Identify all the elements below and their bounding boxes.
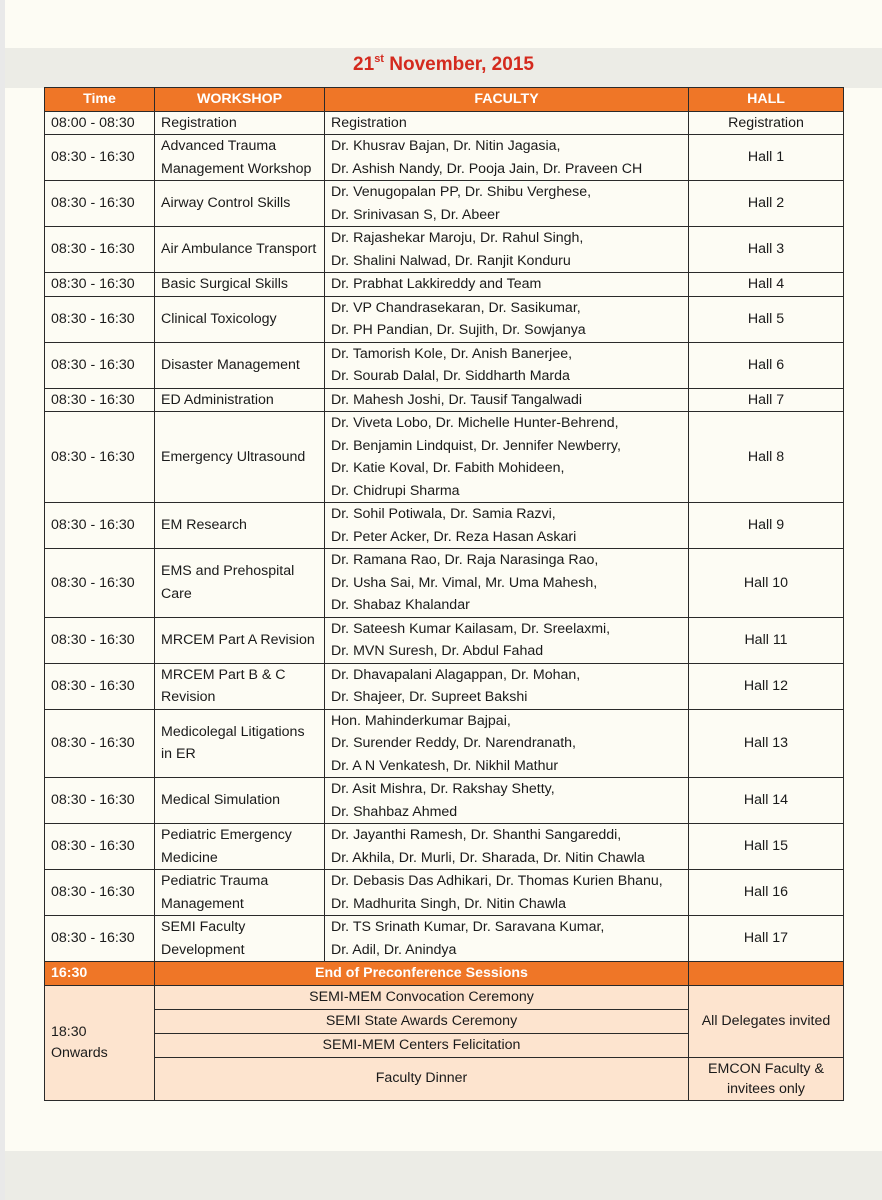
schedule-row bbox=[45, 549, 844, 618]
schedule-table bbox=[44, 87, 844, 1101]
workshop-line: Basic Surgical Skills bbox=[161, 276, 288, 292]
workshop-line: in ER bbox=[161, 746, 196, 763]
faculty-line: Dr. Sohil Potiwala, Dr. Samia Razvi, bbox=[331, 506, 556, 522]
evening-hall-dinner bbox=[689, 1057, 844, 1100]
row-workshop bbox=[155, 227, 325, 273]
dinner-hall-line2: invitees only bbox=[726, 1080, 806, 1097]
faculty-line: Dr. Venugopalan PP, Dr. Shibu Verghese, bbox=[331, 184, 592, 200]
row-hall: Hall 13 bbox=[689, 709, 844, 778]
row-workshop bbox=[155, 824, 325, 870]
row-faculty bbox=[325, 388, 689, 412]
row-workshop bbox=[155, 617, 325, 663]
workshop-line: Medicine bbox=[161, 849, 218, 866]
evening-time-line2: Onwards bbox=[51, 1044, 108, 1061]
row-time: 08:00 - 08:30 bbox=[45, 111, 155, 135]
header-workshop: WORKSHOP bbox=[155, 88, 325, 112]
row-time: 08:30 - 16:30 bbox=[45, 273, 155, 297]
faculty-line: Dr. Jayanthi Ramesh, Dr. Shanthi Sangareddi, bbox=[331, 827, 622, 843]
page-title bbox=[5, 54, 882, 76]
workshop-line: Emergency Ultrasound bbox=[161, 448, 306, 465]
faculty-line: Dr. Shajeer, Dr. Supreet Bakshi bbox=[331, 689, 528, 705]
event-dinner: Faculty Dinner bbox=[155, 1057, 689, 1100]
row-hall: Hall 5 bbox=[689, 296, 844, 342]
faculty-line: Hon. Mahinderkumar Bajpai, bbox=[331, 712, 511, 729]
dinner-hall-line1: EMCON Faculty & bbox=[708, 1060, 824, 1077]
row-faculty bbox=[325, 296, 689, 342]
row-time: 08:30 - 16:30 bbox=[45, 342, 155, 388]
workshop-line: SEMI Faculty bbox=[161, 919, 246, 935]
schedule-row bbox=[45, 617, 844, 663]
row-faculty bbox=[325, 663, 689, 709]
row-hall: Hall 4 bbox=[689, 273, 844, 297]
row-faculty bbox=[325, 549, 689, 618]
row-workshop bbox=[155, 181, 325, 227]
faculty-line: Dr. Shahbaz Ahmed bbox=[331, 803, 458, 820]
row-faculty bbox=[325, 824, 689, 870]
evening-row bbox=[45, 985, 844, 1009]
workshop-line: MRCEM Part A Revision bbox=[161, 631, 315, 648]
row-time: 08:30 - 16:30 bbox=[45, 916, 155, 962]
schedule-row bbox=[45, 135, 844, 181]
workshop-line: Air Ambulance Transport bbox=[161, 241, 317, 258]
header-time: Time bbox=[45, 88, 155, 112]
workshop-line: Registration bbox=[161, 114, 237, 131]
row-faculty bbox=[325, 273, 689, 297]
row-workshop bbox=[155, 870, 325, 916]
header-faculty: FACULTY bbox=[325, 88, 689, 112]
workshop-line: Advanced Trauma bbox=[161, 138, 277, 154]
evening-time-line1: 18:30 bbox=[51, 1023, 87, 1040]
row-faculty bbox=[325, 412, 689, 503]
row-time: 08:30 - 16:30 bbox=[45, 870, 155, 916]
schedule-row bbox=[45, 111, 844, 135]
row-time: 08:30 - 16:30 bbox=[45, 549, 155, 618]
faculty-line: Dr. Prabhat Lakkireddy and Team bbox=[331, 276, 542, 292]
row-hall: Hall 10 bbox=[689, 549, 844, 618]
faculty-line: Dr. PH Pandian, Dr. Sujith, Dr. Sowjanya bbox=[331, 322, 586, 338]
row-time: 08:30 - 16:30 bbox=[45, 617, 155, 663]
workshop-line: Management bbox=[161, 895, 244, 912]
row-faculty bbox=[325, 617, 689, 663]
workshop-line: ED Administration bbox=[161, 391, 274, 408]
faculty-line: Dr. Mahesh Joshi, Dr. Tausif Tangalwadi bbox=[331, 391, 583, 408]
row-workshop bbox=[155, 111, 325, 135]
row-hall: Hall 14 bbox=[689, 778, 844, 824]
workshop-line: Revision bbox=[161, 689, 216, 705]
header-hall: HALL bbox=[689, 88, 844, 112]
schedule-row bbox=[45, 412, 844, 503]
row-time: 08:30 - 16:30 bbox=[45, 388, 155, 412]
row-hall: Hall 12 bbox=[689, 663, 844, 709]
row-time: 08:30 - 16:30 bbox=[45, 503, 155, 549]
row-hall: Hall 8 bbox=[689, 412, 844, 503]
faculty-line: Dr. Benjamin Lindquist, Dr. Jennifer Newberry, bbox=[331, 437, 621, 454]
schedule-row bbox=[45, 778, 844, 824]
row-time: 08:30 - 16:30 bbox=[45, 227, 155, 273]
faculty-line: Dr. Shabaz Khalandar bbox=[331, 597, 470, 613]
row-faculty bbox=[325, 916, 689, 962]
event-awards: SEMI State Awards Ceremony bbox=[155, 1009, 689, 1033]
faculty-line: Dr. Ashish Nandy, Dr. Pooja Jain, Dr. Praveen CH bbox=[331, 160, 643, 177]
row-faculty bbox=[325, 503, 689, 549]
header-row bbox=[45, 88, 844, 112]
row-hall: Hall 17 bbox=[689, 916, 844, 962]
faculty-line: Dr. Sateesh Kumar Kailasam, Dr. Sreelaxmi, bbox=[331, 620, 611, 637]
workshop-line: EMS and Prehospital bbox=[161, 563, 295, 580]
title-month-year: November, 2015 bbox=[383, 54, 534, 75]
faculty-line: Dr. Rajashekar Maroju, Dr. Rahul Singh, bbox=[331, 230, 584, 246]
faculty-line: Dr. Shalini Nalwad, Dr. Ranjit Konduru bbox=[331, 252, 571, 269]
row-faculty bbox=[325, 135, 689, 181]
faculty-line: Dr. Usha Sai, Mr. Vimal, Mr. Uma Mahesh, bbox=[331, 574, 598, 591]
schedule-row bbox=[45, 870, 844, 916]
row-workshop bbox=[155, 549, 325, 618]
schedule-row bbox=[45, 296, 844, 342]
row-time: 08:30 - 16:30 bbox=[45, 296, 155, 342]
evening-time bbox=[45, 985, 155, 1100]
faculty-line: Dr. Katie Koval, Dr. Fabith Mohideen, bbox=[331, 460, 565, 476]
row-time: 08:30 - 16:30 bbox=[45, 181, 155, 227]
faculty-line: Dr. Viveta Lobo, Dr. Michelle Hunter-Behrend, bbox=[331, 415, 619, 431]
faculty-line: Dr. Debasis Das Adhikari, Dr. Thomas Kurien Bhanu, bbox=[331, 873, 663, 889]
faculty-line: Dr. Peter Acker, Dr. Reza Hasan Askari bbox=[331, 528, 577, 545]
row-hall: Hall 16 bbox=[689, 870, 844, 916]
faculty-line: Dr. VP Chandrasekaran, Dr. Sasikumar, bbox=[331, 299, 581, 316]
row-time: 08:30 - 16:30 bbox=[45, 135, 155, 181]
faculty-line: Registration bbox=[331, 114, 407, 131]
top-margin bbox=[5, 0, 882, 48]
faculty-line: Dr. A N Venkatesh, Dr. Nikhil Mathur bbox=[331, 757, 559, 774]
faculty-line: Dr. Chidrupi Sharma bbox=[331, 482, 460, 499]
row-faculty bbox=[325, 227, 689, 273]
faculty-line: Dr. Asit Mishra, Dr. Rakshay Shetty, bbox=[331, 781, 555, 797]
row-workshop bbox=[155, 412, 325, 503]
faculty-line: Dr. Srinivasan S, Dr. Abeer bbox=[331, 206, 500, 223]
faculty-line: Dr. MVN Suresh, Dr. Abdul Fahad bbox=[331, 643, 544, 659]
faculty-line: Dr. Tamorish Kole, Dr. Anish Banerjee, bbox=[331, 345, 573, 362]
faculty-line: Dr. Sourab Dalal, Dr. Siddharth Marda bbox=[331, 368, 570, 384]
faculty-line: Dr. Madhurita Singh, Dr. Nitin Chawla bbox=[331, 895, 566, 912]
row-faculty bbox=[325, 342, 689, 388]
row-workshop bbox=[155, 778, 325, 824]
row-workshop bbox=[155, 916, 325, 962]
end-label: End of Preconference Sessions bbox=[155, 962, 689, 986]
workshop-line: Medical Simulation bbox=[161, 792, 281, 809]
schedule-row bbox=[45, 503, 844, 549]
workshop-line: Medicolegal Litigations bbox=[161, 723, 305, 740]
row-hall: Hall 1 bbox=[689, 135, 844, 181]
schedule-body bbox=[45, 111, 844, 962]
evening-row bbox=[45, 1057, 844, 1100]
schedule-row bbox=[45, 663, 844, 709]
row-workshop bbox=[155, 503, 325, 549]
row-time: 08:30 - 16:30 bbox=[45, 412, 155, 503]
faculty-line: Dr. Ramana Rao, Dr. Raja Narasinga Rao, bbox=[331, 552, 599, 568]
row-time: 08:30 - 16:30 bbox=[45, 824, 155, 870]
event-convocation: SEMI-MEM Convocation Ceremony bbox=[155, 985, 689, 1009]
row-workshop bbox=[155, 342, 325, 388]
faculty-line: Dr. Khusrav Bajan, Dr. Nitin Jagasia, bbox=[331, 138, 561, 154]
schedule-row bbox=[45, 916, 844, 962]
faculty-line: Dr. Adil, Dr. Anindya bbox=[331, 941, 457, 958]
faculty-line: Dr. TS Srinath Kumar, Dr. Saravana Kumar, bbox=[331, 919, 605, 935]
faculty-line: Dr. Surender Reddy, Dr. Narendranath, bbox=[331, 735, 576, 751]
title-day: 21 bbox=[353, 54, 375, 75]
row-workshop bbox=[155, 663, 325, 709]
schedule-row bbox=[45, 709, 844, 778]
row-hall: Registration bbox=[689, 111, 844, 135]
workshop-line: Pediatric Trauma bbox=[161, 873, 269, 889]
workshop-line: Management Workshop bbox=[161, 160, 312, 177]
row-time: 08:30 - 16:30 bbox=[45, 778, 155, 824]
row-hall: Hall 3 bbox=[689, 227, 844, 273]
row-hall: Hall 7 bbox=[689, 388, 844, 412]
end-hall bbox=[689, 962, 844, 986]
schedule-row bbox=[45, 181, 844, 227]
schedule-row bbox=[45, 824, 844, 870]
row-faculty bbox=[325, 870, 689, 916]
workshop-line: Airway Control Skills bbox=[161, 195, 291, 212]
end-sessions-row bbox=[45, 962, 844, 986]
row-hall: Hall 11 bbox=[689, 617, 844, 663]
end-time: 16:30 bbox=[45, 962, 155, 986]
workshop-line: Pediatric Emergency bbox=[161, 827, 292, 843]
workshop-line: Development bbox=[161, 941, 245, 958]
closing-section bbox=[45, 962, 844, 1101]
row-hall: Hall 2 bbox=[689, 181, 844, 227]
row-faculty bbox=[325, 111, 689, 135]
schedule-row bbox=[45, 342, 844, 388]
row-time: 08:30 - 16:30 bbox=[45, 709, 155, 778]
schedule-row bbox=[45, 273, 844, 297]
workshop-line: EM Research bbox=[161, 517, 247, 534]
schedule-row bbox=[45, 227, 844, 273]
row-faculty bbox=[325, 181, 689, 227]
workshop-line: Disaster Management bbox=[161, 356, 300, 373]
faculty-line: Dr. Dhavapalani Alagappan, Dr. Mohan, bbox=[331, 666, 581, 683]
row-workshop bbox=[155, 135, 325, 181]
row-workshop bbox=[155, 296, 325, 342]
workshop-line: Care bbox=[161, 585, 192, 602]
row-faculty bbox=[325, 778, 689, 824]
row-hall: Hall 15 bbox=[689, 824, 844, 870]
bottom-band bbox=[5, 1151, 882, 1200]
row-faculty bbox=[325, 709, 689, 778]
row-workshop bbox=[155, 709, 325, 778]
title-day-suffix: st bbox=[374, 53, 384, 65]
row-hall: Hall 6 bbox=[689, 342, 844, 388]
row-workshop bbox=[155, 388, 325, 412]
row-hall: Hall 9 bbox=[689, 503, 844, 549]
event-felicitation: SEMI-MEM Centers Felicitation bbox=[155, 1033, 689, 1057]
workshop-line: MRCEM Part B & C bbox=[161, 666, 286, 683]
faculty-line: Dr. Akhila, Dr. Murli, Dr. Sharada, Dr. Nitin Chawla bbox=[331, 849, 645, 866]
evening-hall-all: All Delegates invited bbox=[689, 985, 844, 1057]
schedule-row bbox=[45, 388, 844, 412]
workshop-line: Clinical Toxicology bbox=[161, 310, 277, 327]
row-time: 08:30 - 16:30 bbox=[45, 663, 155, 709]
row-workshop bbox=[155, 273, 325, 297]
